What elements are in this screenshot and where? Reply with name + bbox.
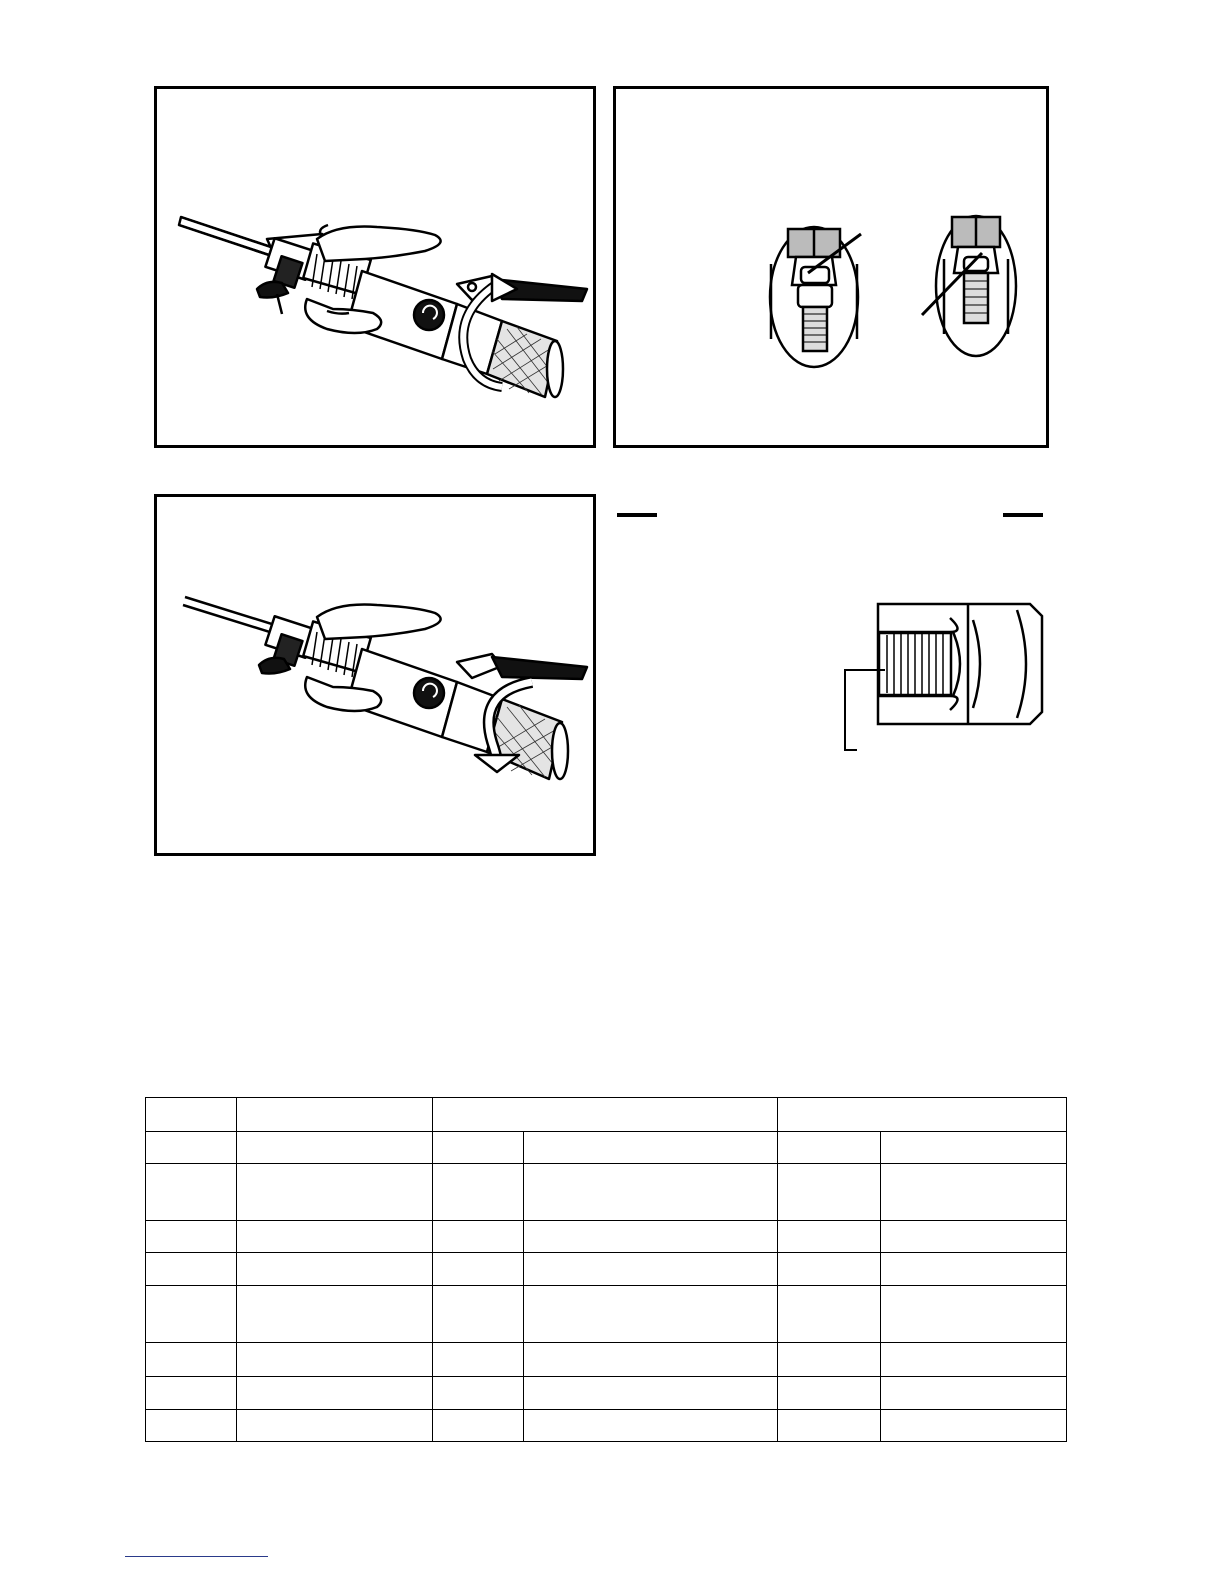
flaring-tool-clockwise-illustration [157, 89, 593, 445]
table-cell [237, 1410, 433, 1442]
table-cell [778, 1410, 881, 1442]
table-cell [524, 1377, 778, 1410]
table-cell [881, 1164, 1067, 1221]
table-subheader-row [146, 1132, 1067, 1164]
figure-panel-clockwise [154, 86, 596, 448]
spec-table [145, 1097, 1066, 1444]
table-cell [146, 1343, 237, 1377]
table-cell [524, 1132, 778, 1164]
table-cell [146, 1164, 237, 1221]
table-cell [237, 1098, 433, 1132]
table-header-row [146, 1098, 1067, 1132]
table-cell [524, 1253, 778, 1286]
table-cell [237, 1164, 433, 1221]
table-cell [433, 1343, 524, 1377]
table-cell [778, 1098, 1067, 1132]
table-cell [433, 1132, 524, 1164]
table-cell [881, 1253, 1067, 1286]
table-row [146, 1286, 1067, 1343]
table-cell [237, 1286, 433, 1343]
table-cell [881, 1132, 1067, 1164]
table-row [146, 1410, 1067, 1442]
table-cell [881, 1343, 1067, 1377]
table-cell [433, 1410, 524, 1442]
table-cell [881, 1377, 1067, 1410]
table-cell [237, 1343, 433, 1377]
table-cell [237, 1253, 433, 1286]
table-cell [524, 1410, 778, 1442]
table-cell [433, 1253, 524, 1286]
table-cell [881, 1221, 1067, 1253]
figure-panel-counterclockwise [154, 494, 596, 856]
table-cell [433, 1221, 524, 1253]
table-cell [146, 1377, 237, 1410]
table-cell [433, 1377, 524, 1410]
table-cell [778, 1221, 881, 1253]
table-cell [524, 1221, 778, 1253]
table-cell [237, 1377, 433, 1410]
flaring-tool-counterclockwise-illustration [157, 497, 593, 853]
table-cell [778, 1253, 881, 1286]
table-cell [146, 1410, 237, 1442]
flare-cross-section-comparison [616, 89, 1046, 445]
table-cell [146, 1098, 237, 1132]
table-cell [146, 1221, 237, 1253]
table-cell [433, 1098, 778, 1132]
table-cell [146, 1132, 237, 1164]
table-row [146, 1253, 1067, 1286]
table-cell [778, 1343, 881, 1377]
table-cell [778, 1286, 881, 1343]
table-row [146, 1221, 1067, 1253]
table-cell [778, 1132, 881, 1164]
table-row [146, 1377, 1067, 1410]
table-cell [881, 1410, 1067, 1442]
table-cell [524, 1286, 778, 1343]
table-cell [524, 1343, 778, 1377]
table-cell [146, 1253, 237, 1286]
footnote-rule [125, 1556, 268, 1557]
table-cell [433, 1286, 524, 1343]
figure-flare-nut-section [605, 500, 1055, 770]
table-row [146, 1164, 1067, 1221]
table-cell [778, 1164, 881, 1221]
table-cell [778, 1377, 881, 1410]
figure-panel-flare-inspection [613, 86, 1049, 448]
table-cell [237, 1221, 433, 1253]
table-cell [146, 1286, 237, 1343]
table-cell [524, 1164, 778, 1221]
table-row [146, 1343, 1067, 1377]
flare-nut-cross-section [605, 500, 1055, 770]
table-cell [881, 1286, 1067, 1343]
table-cell [237, 1132, 433, 1164]
table-cell [433, 1164, 524, 1221]
